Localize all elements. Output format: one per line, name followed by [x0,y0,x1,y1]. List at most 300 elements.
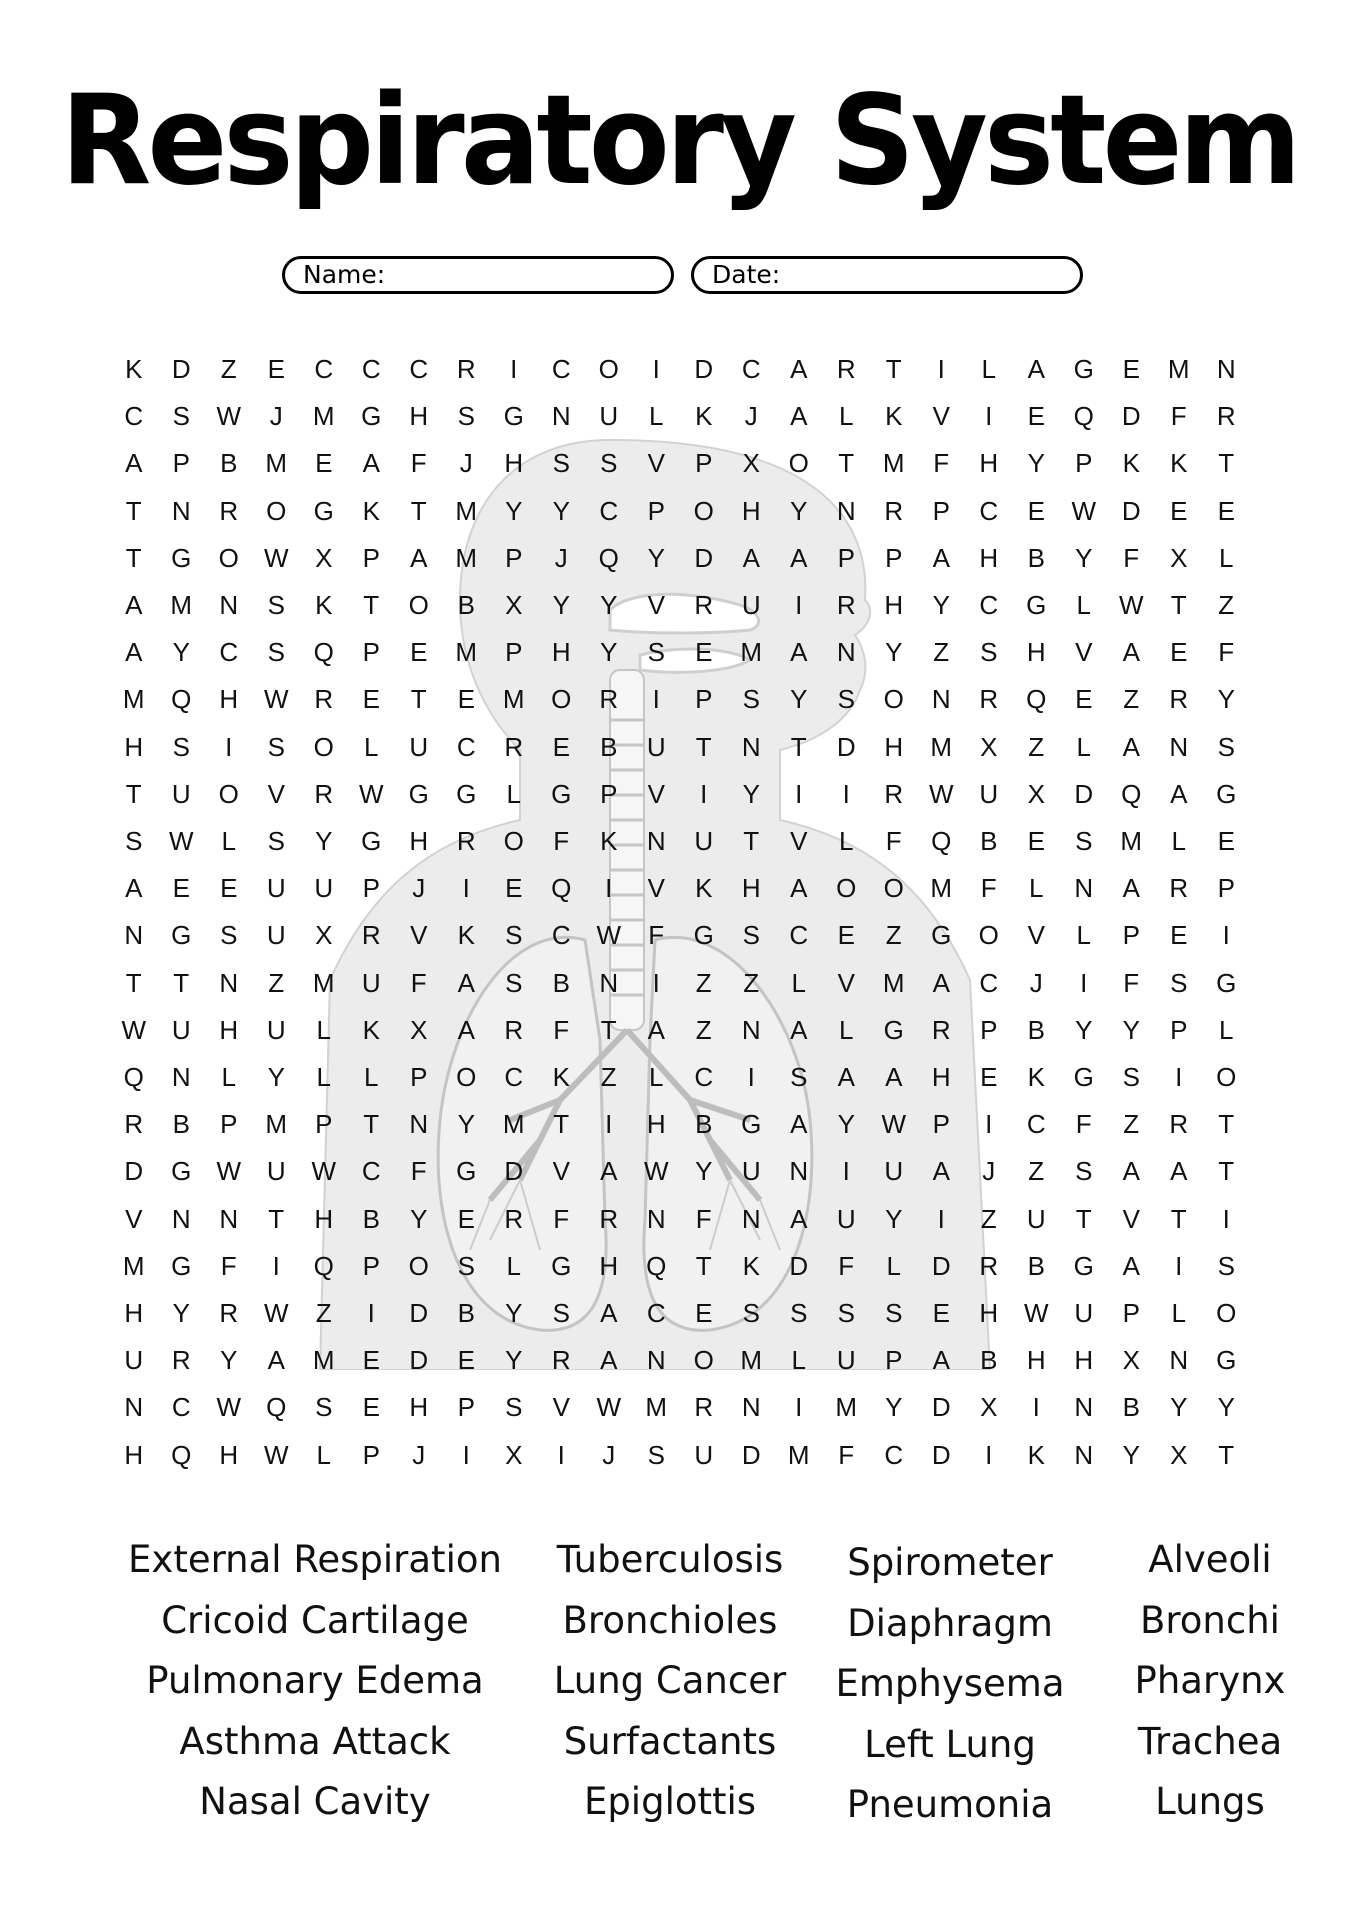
grid-letter[interactable]: V [1075,637,1093,668]
grid-letter[interactable]: F [1170,401,1187,432]
grid-letter[interactable]: G [551,1250,572,1281]
grid-letter[interactable]: R [979,1250,999,1281]
grid-letter[interactable]: T [363,590,380,620]
grid-letter[interactable]: J [412,873,426,904]
grid-letter[interactable]: H [504,448,524,479]
grid-letter[interactable]: G [171,920,192,951]
grid-letter[interactable]: H [599,1250,619,1281]
grid-letter[interactable]: L [1171,1298,1186,1328]
grid-letter[interactable]: R [504,1014,524,1045]
grid-letter[interactable]: W [263,684,289,715]
grid-letter[interactable]: E [220,873,238,904]
grid-letter[interactable]: R [124,1109,144,1140]
grid-letter[interactable]: S [172,731,190,762]
grid-letter[interactable]: W [1023,1298,1049,1328]
grid-letter[interactable]: F [410,967,427,998]
grid-letter[interactable]: R [694,1392,714,1423]
grid-letter[interactable]: F [410,1156,427,1187]
grid-letter[interactable]: I [795,778,803,809]
grid-letter[interactable]: P [980,1014,998,1045]
grid-letter[interactable]: I [1222,1203,1230,1234]
grid-letter[interactable]: N [1074,873,1094,904]
grid-letter[interactable]: W [121,1014,147,1045]
grid-letter[interactable]: I [795,1392,803,1423]
grid-letter[interactable]: I [272,1250,280,1281]
grid-letter[interactable]: G [931,920,952,951]
grid-letter[interactable]: N [124,920,144,951]
grid-letter[interactable]: T [1218,448,1235,479]
grid-letter[interactable]: Z [933,637,950,668]
grid-letter[interactable]: L [1029,873,1044,904]
grid-letter[interactable]: N [409,1109,429,1140]
grid-letter[interactable]: G [693,920,714,951]
grid-letter[interactable]: H [741,495,761,526]
grid-letter[interactable]: C [551,920,571,951]
grid-letter[interactable]: U [741,1156,761,1187]
grid-letter[interactable]: O [503,826,524,856]
grid-letter[interactable]: P [505,637,523,668]
grid-letter[interactable]: F [410,448,427,479]
grid-letter[interactable]: V [647,590,665,620]
grid-letter[interactable]: L [1219,542,1234,573]
grid-letter[interactable]: Y [1217,1392,1235,1423]
grid-letter[interactable]: Y [267,1062,285,1092]
grid-letter[interactable]: P [1170,1014,1188,1045]
grid-letter[interactable]: C [646,1298,666,1328]
grid-letter[interactable]: S [1075,826,1093,856]
grid-letter[interactable]: Y [552,495,570,526]
grid-letter[interactable]: K [600,826,618,856]
grid-letter[interactable]: M [122,684,145,715]
grid-letter[interactable]: O [693,495,714,526]
grid-letter[interactable]: H [979,542,999,573]
grid-letter[interactable]: B [457,590,475,620]
grid-letter[interactable]: W [643,1156,669,1187]
grid-letter[interactable]: T [410,495,427,526]
grid-letter[interactable]: B [600,731,618,762]
grid-letter[interactable]: M [502,684,525,715]
grid-letter[interactable]: T [268,1203,285,1234]
grid-letter[interactable]: M [787,1439,810,1470]
grid-letter[interactable]: E [457,1345,475,1376]
grid-letter[interactable]: D [504,1156,524,1187]
grid-letter[interactable]: S [552,448,570,479]
grid-letter[interactable]: B [1122,1392,1140,1423]
grid-letter[interactable]: E [505,873,523,904]
grid-letter[interactable]: A [1027,354,1045,384]
grid-letter[interactable]: P [1122,1298,1140,1328]
grid-letter[interactable]: E [1027,826,1045,856]
grid-letter[interactable]: R [979,684,999,715]
grid-letter[interactable]: T [695,1250,712,1281]
grid-letter[interactable]: A [600,1345,618,1376]
grid-letter[interactable]: H [646,1109,666,1140]
grid-letter[interactable]: P [1217,873,1235,904]
grid-letter[interactable]: O [836,873,857,904]
grid-letter[interactable]: S [125,826,143,856]
name-field[interactable] [282,256,674,294]
grid-letter[interactable]: C [361,1156,381,1187]
grid-letter[interactable]: Z [1123,684,1140,715]
grid-letter[interactable]: B [1027,1014,1045,1045]
grid-letter[interactable]: P [600,778,618,809]
grid-letter[interactable]: U [171,1014,191,1045]
grid-letter[interactable]: P [362,1439,380,1470]
grid-letter[interactable]: S [267,590,285,620]
grid-letter[interactable]: X [980,731,998,762]
grid-letter[interactable]: R [1169,1109,1189,1140]
grid-letter[interactable]: L [316,1062,331,1092]
grid-letter[interactable]: B [1027,542,1045,573]
grid-letter[interactable]: A [932,1156,950,1187]
grid-letter[interactable]: X [980,1392,998,1423]
grid-letter[interactable]: D [931,1439,951,1470]
grid-letter[interactable]: K [1027,1439,1045,1470]
grid-letter[interactable]: H [219,684,239,715]
grid-letter[interactable]: A [125,448,143,479]
grid-letter[interactable]: H [409,826,429,856]
grid-letter[interactable]: K [552,1062,570,1092]
grid-letter[interactable]: Q [646,1250,667,1281]
grid-letter[interactable]: N [741,731,761,762]
grid-letter[interactable]: Q [931,826,952,856]
grid-letter[interactable]: O [693,1345,714,1376]
grid-letter[interactable]: I [700,778,708,809]
grid-letter[interactable]: W [216,401,242,432]
grid-letter[interactable]: A [125,637,143,668]
grid-letter[interactable]: A [790,1109,808,1140]
grid-letter[interactable]: D [931,1250,951,1281]
grid-letter[interactable]: W [881,1109,907,1140]
grid-letter[interactable]: L [1219,1014,1234,1045]
grid-letter[interactable]: L [649,401,664,432]
grid-letter[interactable]: Z [1218,590,1235,620]
grid-letter[interactable]: J [412,1439,426,1470]
grid-letter[interactable]: A [1122,873,1140,904]
grid-letter[interactable]: I [842,778,850,809]
grid-letter[interactable]: I [1175,1062,1183,1092]
grid-letter[interactable]: Y [1217,684,1235,715]
grid-letter[interactable]: C [979,495,999,526]
grid-letter[interactable]: A [932,542,950,573]
grid-letter[interactable]: X [315,920,333,951]
grid-letter[interactable]: K [1027,1062,1045,1092]
grid-letter[interactable]: C [884,1439,904,1470]
grid-letter[interactable]: R [219,1298,239,1328]
grid-letter[interactable]: G [171,1156,192,1187]
grid-letter[interactable]: J [554,542,568,573]
grid-letter[interactable]: K [315,590,333,620]
grid-letter[interactable]: T [1075,1203,1092,1234]
grid-letter[interactable]: I [367,1298,375,1328]
grid-letter[interactable]: K [1122,448,1140,479]
grid-letter[interactable]: N [646,826,666,856]
grid-letter[interactable]: S [220,920,238,951]
grid-letter[interactable]: F [553,1014,570,1045]
grid-letter[interactable]: I [1032,1392,1040,1423]
grid-letter[interactable]: A [790,354,808,384]
grid-letter[interactable]: C [219,637,239,668]
grid-letter[interactable]: I [747,1062,755,1092]
grid-letter[interactable]: Y [885,1392,903,1423]
grid-letter[interactable]: Z [268,967,285,998]
grid-letter[interactable]: R [931,1014,951,1045]
grid-letter[interactable]: M [502,1109,525,1140]
grid-letter[interactable]: E [457,1203,475,1234]
grid-letter[interactable]: S [267,731,285,762]
grid-letter[interactable]: A [410,542,428,573]
grid-letter[interactable]: T [885,354,902,384]
grid-letter[interactable]: P [362,637,380,668]
grid-letter[interactable]: P [1075,448,1093,479]
grid-letter[interactable]: R [314,684,334,715]
grid-letter[interactable]: V [790,826,808,856]
grid-letter[interactable]: D [694,542,714,573]
grid-letter[interactable]: O [788,448,809,479]
grid-letter[interactable]: Y [1027,448,1045,479]
grid-letter[interactable]: A [932,1345,950,1376]
grid-letter[interactable]: S [790,1298,808,1328]
grid-letter[interactable]: Q [266,1392,287,1423]
grid-letter[interactable]: Y [505,1298,523,1328]
grid-letter[interactable]: Y [457,1109,475,1140]
grid-letter[interactable]: P [1122,920,1140,951]
grid-letter[interactable]: Z [980,1203,997,1234]
grid-letter[interactable]: E [267,354,285,384]
grid-letter[interactable]: G [361,401,382,432]
grid-letter[interactable]: Y [790,684,808,715]
grid-letter[interactable]: D [741,1439,761,1470]
grid-letter[interactable]: H [884,590,904,620]
grid-letter[interactable]: X [315,542,333,573]
grid-letter[interactable]: S [315,1392,333,1423]
grid-letter[interactable]: E [695,637,713,668]
grid-letter[interactable]: G [1216,1345,1237,1376]
grid-letter[interactable]: X [505,590,523,620]
grid-letter[interactable]: S [457,401,475,432]
grid-letter[interactable]: O [598,354,619,384]
grid-letter[interactable]: Y [410,1203,428,1234]
grid-letter[interactable]: Y [885,1203,903,1234]
grid-letter[interactable]: K [695,401,713,432]
grid-letter[interactable]: A [790,401,808,432]
grid-letter[interactable]: E [1027,495,1045,526]
grid-letter[interactable]: M [312,1345,335,1376]
grid-letter[interactable]: U [741,590,761,620]
grid-letter[interactable]: U [124,1345,144,1376]
grid-letter[interactable]: N [124,1392,144,1423]
grid-letter[interactable]: W [216,1392,242,1423]
grid-letter[interactable]: N [219,967,239,998]
grid-letter[interactable]: B [220,448,238,479]
grid-letter[interactable]: H [219,1439,239,1470]
grid-letter[interactable]: N [741,1014,761,1045]
grid-letter[interactable]: M [930,731,953,762]
grid-letter[interactable]: T [410,684,427,715]
grid-letter[interactable]: C [551,354,571,384]
grid-letter[interactable]: R [219,495,239,526]
grid-letter[interactable]: R [361,920,381,951]
grid-letter[interactable]: F [648,920,665,951]
grid-letter[interactable]: S [885,1298,903,1328]
grid-letter[interactable]: C [314,354,334,384]
grid-letter[interactable]: W [1118,590,1144,620]
grid-letter[interactable]: I [1080,967,1088,998]
grid-letter[interactable]: A [790,873,808,904]
grid-letter[interactable]: G [1216,778,1237,809]
grid-letter[interactable]: L [1171,826,1186,856]
grid-letter[interactable]: E [1170,920,1188,951]
grid-letter[interactable]: S [1217,1250,1235,1281]
grid-letter[interactable]: T [1218,1109,1235,1140]
grid-letter[interactable]: F [933,448,950,479]
grid-letter[interactable]: I [985,401,993,432]
grid-letter[interactable]: Q [313,1250,334,1281]
grid-letter[interactable]: S [505,1392,523,1423]
grid-letter[interactable]: M [882,448,905,479]
grid-letter[interactable]: L [364,1062,379,1092]
grid-letter[interactable]: P [932,1109,950,1140]
grid-letter[interactable]: M [265,1109,288,1140]
grid-letter[interactable]: M [265,448,288,479]
grid-letter[interactable]: F [553,826,570,856]
grid-letter[interactable]: S [742,1298,760,1328]
grid-letter[interactable]: W [263,542,289,573]
grid-letter[interactable]: B [980,1345,998,1376]
grid-letter[interactable]: N [741,1203,761,1234]
grid-letter[interactable]: O [978,920,999,951]
grid-letter[interactable]: A [790,542,808,573]
grid-letter[interactable]: Z [315,1298,332,1328]
grid-letter[interactable]: R [456,826,476,856]
grid-letter[interactable]: C [694,1062,714,1092]
grid-letter[interactable]: E [410,637,428,668]
grid-letter[interactable]: S [267,637,285,668]
grid-letter[interactable]: A [742,542,760,573]
grid-letter[interactable]: J [1029,967,1043,998]
grid-letter[interactable]: P [885,1345,903,1376]
grid-letter[interactable]: M [312,401,335,432]
grid-letter[interactable]: R [599,1203,619,1234]
grid-letter[interactable]: I [652,354,660,384]
grid-letter[interactable]: R [884,495,904,526]
grid-letter[interactable]: B [172,1109,190,1140]
grid-letter[interactable]: S [1075,1156,1093,1187]
grid-letter[interactable]: X [1170,542,1188,573]
grid-letter[interactable]: S [1170,967,1188,998]
grid-letter[interactable]: J [602,1439,616,1470]
grid-letter[interactable]: R [504,731,524,762]
grid-letter[interactable]: U [361,967,381,998]
grid-letter[interactable]: R [171,1345,191,1376]
grid-letter[interactable]: I [605,873,613,904]
grid-letter[interactable]: Y [837,1109,855,1140]
grid-letter[interactable]: R [1169,684,1189,715]
grid-letter[interactable]: U [266,873,286,904]
grid-letter[interactable]: H [1026,637,1046,668]
grid-letter[interactable]: M [455,637,478,668]
grid-letter[interactable]: F [980,873,997,904]
grid-letter[interactable]: Q [171,1439,192,1470]
grid-letter[interactable]: B [1027,1250,1045,1281]
grid-letter[interactable]: C [741,354,761,384]
grid-letter[interactable]: P [837,542,855,573]
grid-letter[interactable]: E [695,1298,713,1328]
grid-letter[interactable]: S [552,1298,570,1328]
grid-letter[interactable]: X [410,1014,428,1045]
grid-letter[interactable]: C [409,354,429,384]
grid-letter[interactable]: A [885,1062,903,1092]
grid-letter[interactable]: C [361,354,381,384]
grid-letter[interactable]: M [740,1345,763,1376]
grid-letter[interactable]: N [1074,1439,1094,1470]
grid-letter[interactable]: S [505,967,523,998]
grid-letter[interactable]: I [985,1439,993,1470]
grid-letter[interactable]: G [171,542,192,573]
grid-letter[interactable]: G [741,1109,762,1140]
grid-letter[interactable]: R [694,590,714,620]
grid-letter[interactable]: R [456,354,476,384]
grid-letter[interactable]: L [839,826,854,856]
grid-letter[interactable]: P [457,1392,475,1423]
grid-letter[interactable]: K [457,920,475,951]
grid-letter[interactable]: E [552,731,570,762]
grid-letter[interactable]: E [837,920,855,951]
grid-letter[interactable]: P [695,684,713,715]
grid-letter[interactable]: G [503,401,524,432]
grid-letter[interactable]: M [835,1392,858,1423]
grid-letter[interactable]: W [216,1156,242,1187]
grid-letter[interactable]: A [457,1014,475,1045]
grid-letter[interactable]: I [652,967,660,998]
grid-letter[interactable]: O [218,778,239,809]
grid-letter[interactable]: T [363,1109,380,1140]
grid-letter[interactable]: D [1074,778,1094,809]
grid-letter[interactable]: E [1170,637,1188,668]
grid-letter[interactable]: L [221,1062,236,1092]
grid-letter[interactable]: C [979,967,999,998]
grid-letter[interactable]: E [1170,495,1188,526]
grid-letter[interactable]: P [220,1109,238,1140]
grid-letter[interactable]: X [505,1439,523,1470]
grid-letter[interactable]: K [362,495,380,526]
grid-letter[interactable]: A [1122,731,1140,762]
grid-letter[interactable]: E [457,684,475,715]
grid-letter[interactable]: C [171,1392,191,1423]
grid-letter[interactable]: C [1026,1109,1046,1140]
grid-letter[interactable]: W [358,778,384,809]
grid-letter[interactable]: Q [598,542,619,573]
grid-letter[interactable]: W [1071,495,1097,526]
grid-letter[interactable]: N [171,1062,191,1092]
grid-letter[interactable]: Q [1073,401,1094,432]
grid-letter[interactable]: I [605,1109,613,1140]
grid-letter[interactable]: A [600,1156,618,1187]
grid-letter[interactable]: N [219,1203,239,1234]
grid-letter[interactable]: A [790,1014,808,1045]
grid-letter[interactable]: X [1122,1345,1140,1376]
grid-letter[interactable]: I [842,1156,850,1187]
grid-letter[interactable]: G [361,826,382,856]
grid-letter[interactable]: U [884,1156,904,1187]
grid-letter[interactable]: Y [172,637,190,668]
grid-letter[interactable]: U [266,1014,286,1045]
grid-letter[interactable]: A [1170,1156,1188,1187]
grid-letter[interactable]: T [125,495,142,526]
grid-letter[interactable]: L [364,731,379,762]
grid-letter[interactable]: W [263,1298,289,1328]
grid-letter[interactable]: U [266,920,286,951]
